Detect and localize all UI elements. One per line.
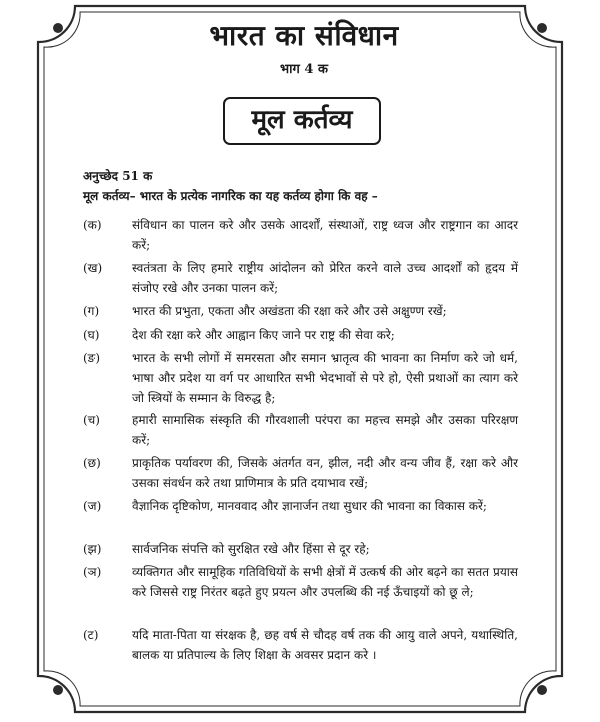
duty-text: सार्वजनिक संपत्ति को सुरक्षित रखे और हिंसा से दूर रहे; <box>132 542 370 556</box>
duty-text: भारत के सभी लोगों में समरसता और समान भ्रातृत्व की भावना का निर्माण करे जो धर्म, भाषा और प्रदेश या वर्ग पर आधारित सभी भेदभावों से परे हो, ऐसी प्रथाओं का त्याग करे जो स्त्रियों के सम्मान के विरुद्ध है; <box>132 351 518 405</box>
duty-text: वैज्ञानिक दृष्टिकोण, मानववाद और ज्ञानार्जन तथा सुधार की भावना का विकास करें; <box>132 499 487 513</box>
duty-marker: (ट) <box>83 628 99 642</box>
part-label: भाग 4 क <box>280 62 328 77</box>
duty-marker: (ग) <box>83 304 100 318</box>
duty-text: स्वतंत्रता के लिए हमारे राष्ट्रीय आंदोलन को प्रेरित करने वाले उच्च आदर्शों को हृदय में संजोए रखे और उनका पालन करें; <box>132 261 518 295</box>
duty-marker: (क) <box>83 218 102 232</box>
duties-heading: मूल कर्तव्य <box>223 97 381 145</box>
duty-marker: (ख) <box>83 261 103 275</box>
duty-marker: (छ) <box>83 456 101 470</box>
duty-text: हमारी सामासिक संस्कृति की गौरवशाली परंपरा का महत्त्व समझे और उसका परिरक्षण करें; <box>132 413 518 447</box>
duty-marker: (ङ) <box>83 351 101 365</box>
document-title: भारत का संविधान <box>209 19 399 52</box>
duty-text: प्राकृतिक पर्यावरण की, जिसके अंतर्गत वन, झील, नदी और वन्य जीव हैं, रक्षा करे और उसका संवर्धन करे तथा प्राणिमात्र के प्रति दयाभाव रखें; <box>132 456 518 490</box>
duty-text: देश की रक्षा करे और आह्वान किए जाने पर राष्ट्र की सेवा करे; <box>132 328 395 342</box>
duty-marker: (च) <box>83 413 100 427</box>
duty-text: यदि माता-पिता या संरक्षक है, छह वर्ष से चौदह वर्ष तक की आयु वाले अपने, यथास्थिति, बालक या प्रतिपाल्य के लिए शिक्षा के अवसर प्रदान करे । <box>132 628 518 662</box>
duty-marker: (ञ) <box>83 565 102 579</box>
duty-marker: (घ) <box>83 328 100 342</box>
duty-marker: (झ) <box>83 542 102 556</box>
article-number: अनुच्छेद 51 क <box>83 169 153 183</box>
duty-marker: (ज) <box>83 499 102 513</box>
duties-intro: मूल कर्तव्य– भारत के प्रत्येक नागरिक का यह कर्तव्य होगा कि वह – <box>83 189 378 203</box>
duty-text: भारत की प्रभुता, एकता और अखंडता की रक्षा करे और उसे अक्षुण्ण रखें; <box>132 304 447 318</box>
document-content <box>78 0 530 722</box>
duty-text: संविधान का पालन करे और उसके आदर्शों, संस्थाओं, राष्ट्र ध्वज और राष्ट्रगान का आदर करें; <box>132 218 518 252</box>
duty-text: व्यक्तिगत और सामूहिक गतिविधियों के सभी क्षेत्रों में उत्कर्ष की ओर बढ़ने का सतत प्रयास करे जिससे राष्ट्र निरंतर बढ़ते हुए प्रयत्न और उपलब्धि की नई ऊँचाइयों को छू ले; <box>132 565 518 599</box>
